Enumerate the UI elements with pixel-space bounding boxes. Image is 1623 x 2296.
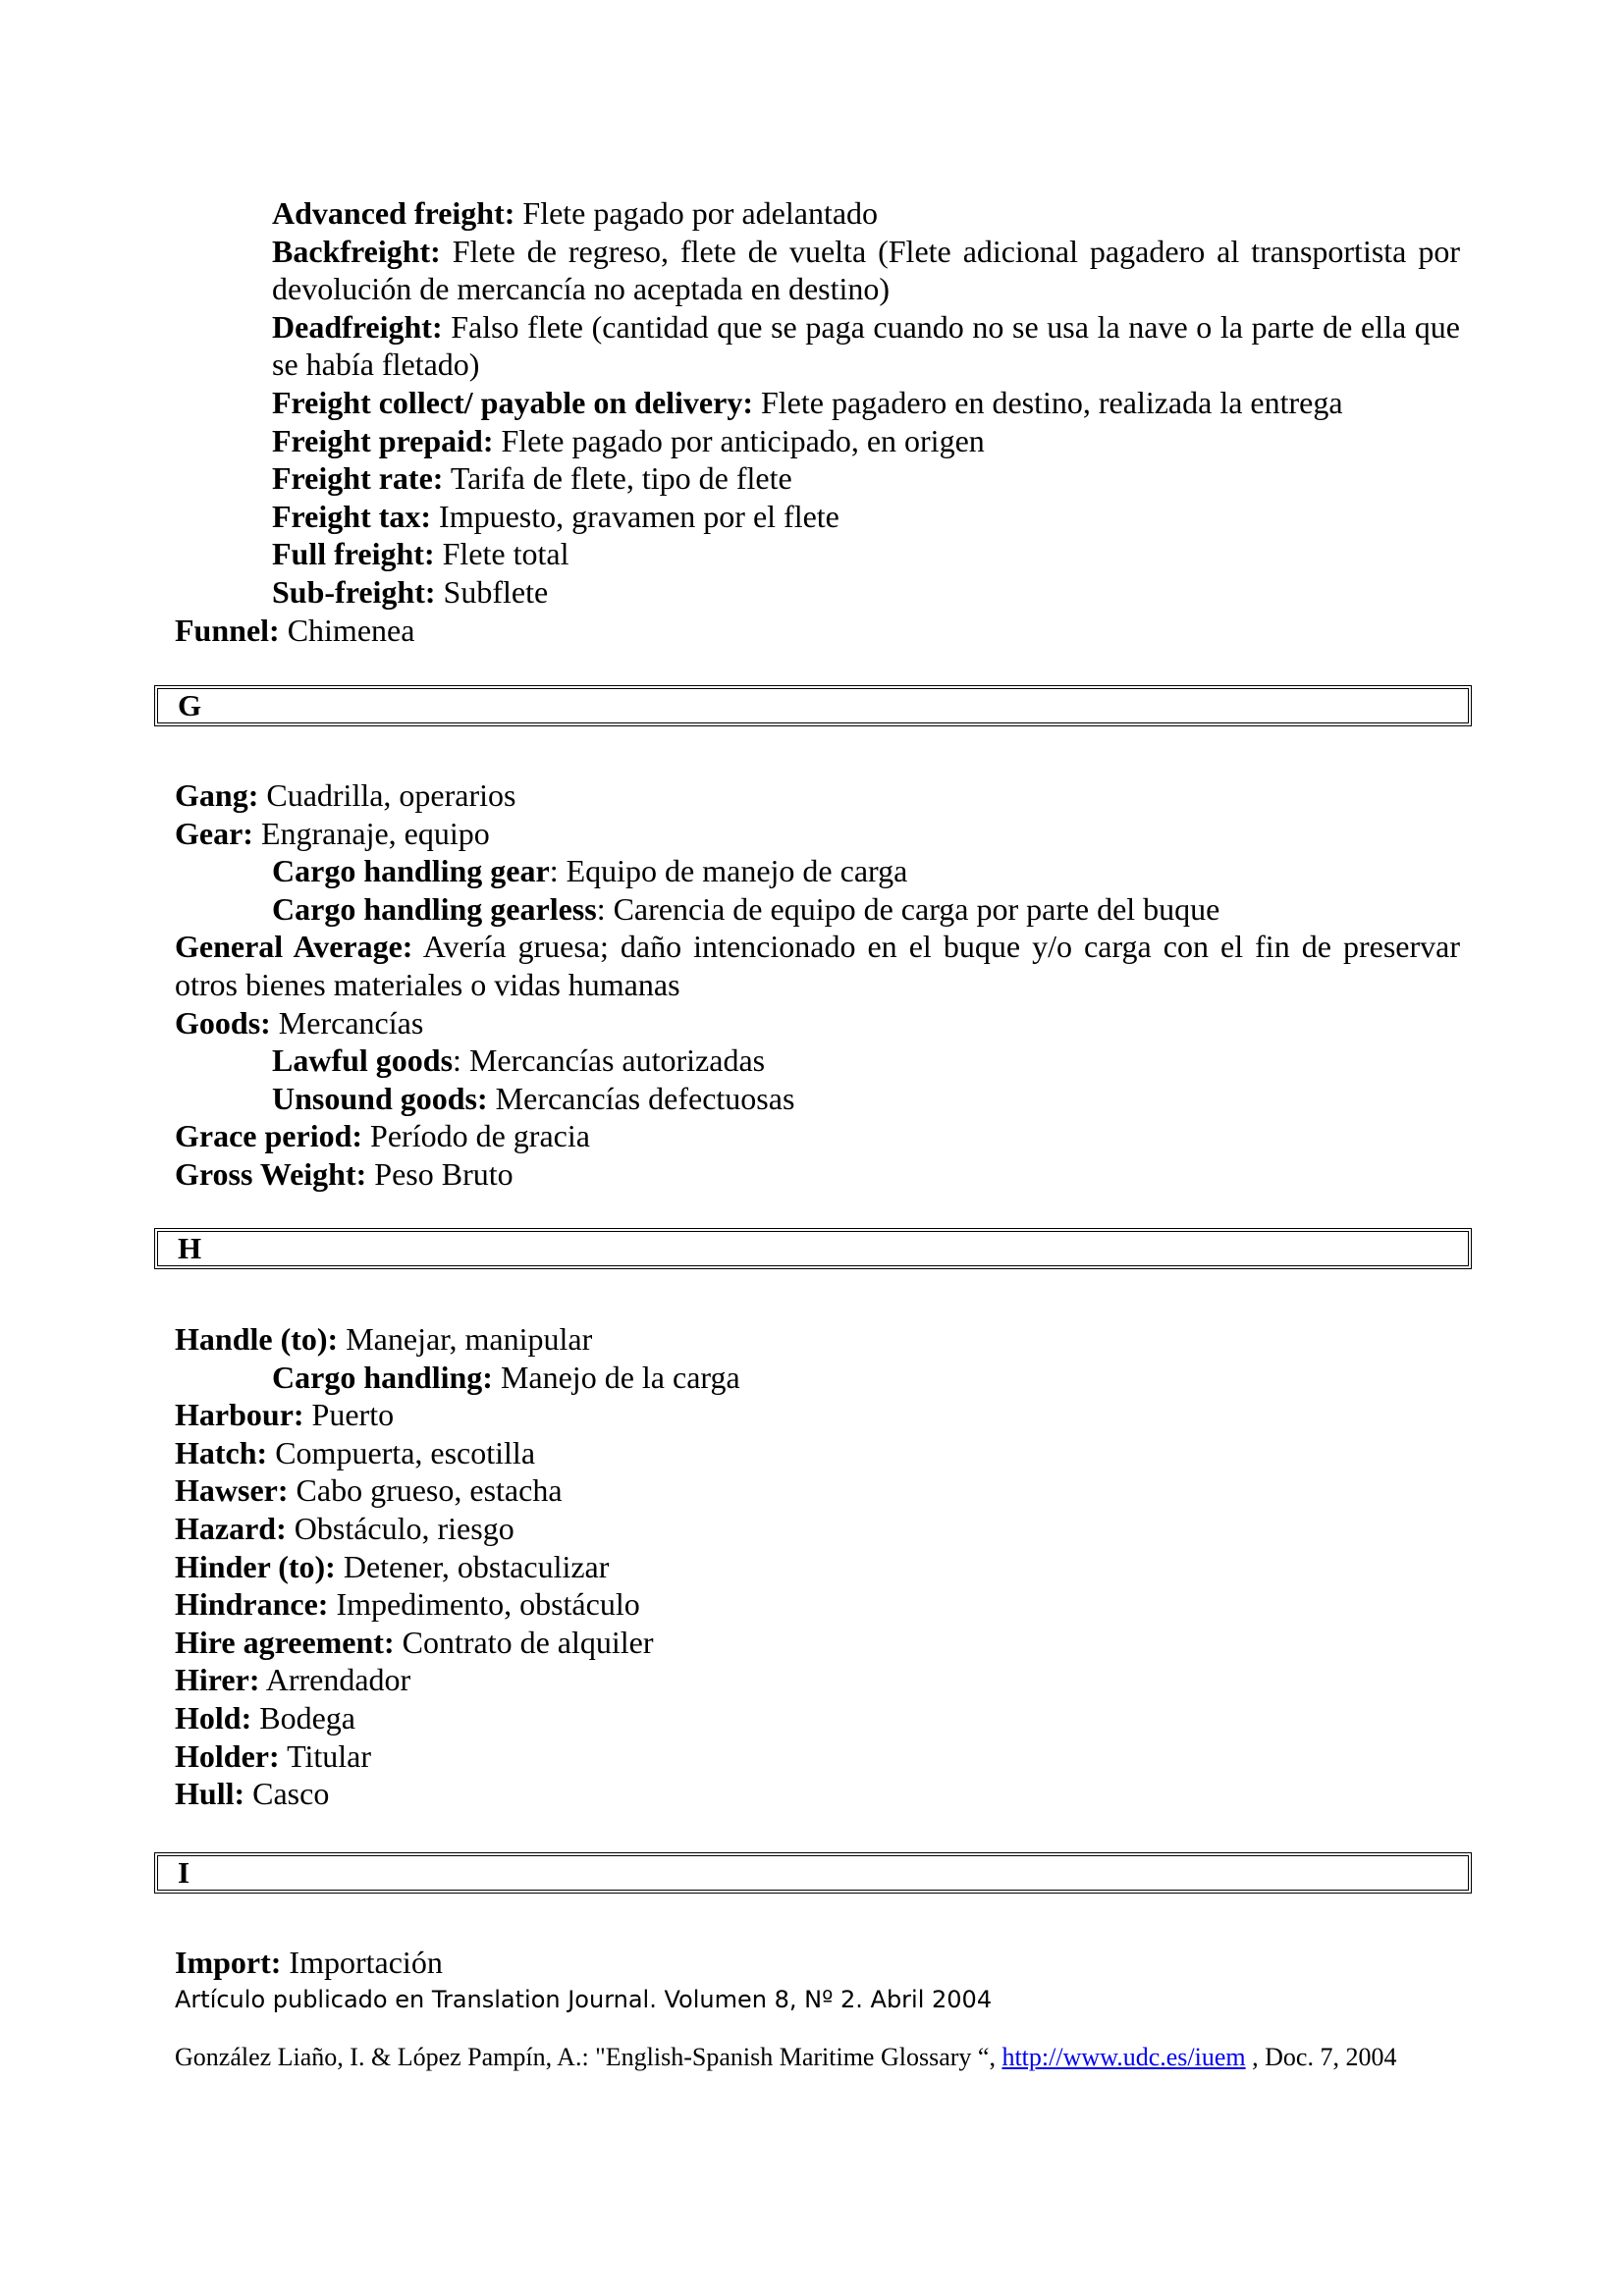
glossary-term: Freight tax: [272, 498, 432, 534]
citation-authors: González Liaño, I. & López Pampín, A.: "English-Spanish Maritime Glossary “, [175, 2043, 1002, 2071]
glossary-term: Hatch: [175, 1434, 268, 1470]
glossary-definition: Manejar, manipular [338, 1321, 593, 1357]
glossary-term: Lawful goods [272, 1042, 454, 1079]
glossary-definition: Período de gracia [362, 1118, 590, 1154]
glossary-term: Hawser: [175, 1472, 289, 1509]
glossary-term: Hirer: [175, 1662, 260, 1698]
glossary-term: Import: [175, 1945, 282, 1980]
glossary-term: Cargo handling: [272, 1359, 493, 1395]
glossary-definition: Detener, obstaculizar [335, 1548, 610, 1584]
section-letter-g: G [178, 688, 202, 722]
glossary-entry [175, 1434, 1460, 1472]
section-header-i [154, 1852, 1472, 1894]
glossary-term: Handle (to): [175, 1321, 339, 1357]
glossary-term: Hindrance: [175, 1586, 329, 1623]
glossary-block-i [175, 1944, 1460, 1982]
glossary-term: Hire agreement: [175, 1624, 395, 1660]
publication-note: Artículo publicado en Translation Journal. Volumen 8, Nº 2. Abril 2004 [175, 1986, 993, 2013]
glossary-subentry [175, 890, 1460, 929]
section-letter-i: I [178, 1855, 190, 1890]
glossary-entry [175, 1004, 1460, 1042]
glossary-entry [175, 612, 1460, 650]
glossary-definition: Puerto [303, 1397, 395, 1433]
glossary-subentry [175, 852, 1460, 890]
glossary-entry [175, 1944, 1460, 1982]
glossary-block-f-continued [175, 194, 1460, 649]
glossary-term: General Average: [175, 929, 413, 965]
glossary-definition: : Equipo de manejo de carga [549, 853, 908, 889]
glossary-subentry [175, 384, 1460, 422]
glossary-definition: Subflete [435, 573, 549, 610]
glossary-definition: Casco [244, 1776, 330, 1812]
glossary-subentry [175, 233, 1460, 308]
glossary-entry [175, 1585, 1460, 1624]
glossary-entry [175, 1548, 1460, 1586]
citation-link[interactable]: http://www.udc.es/iuem [1001, 2043, 1246, 2071]
glossary-entry [175, 928, 1460, 1003]
glossary-definition: Contrato de alquiler [394, 1624, 654, 1660]
glossary-entry [175, 1699, 1460, 1737]
glossary-block-g [175, 776, 1460, 1194]
glossary-term: Hull: [175, 1776, 245, 1812]
glossary-definition: Avería gruesa; daño intencionado en el buque y/o carga con el fin de preservar otros bienes materiales o vidas humanas [175, 929, 1461, 1002]
glossary-definition: Compuerta, escotilla [267, 1434, 536, 1470]
glossary-term: Gang: [175, 777, 259, 813]
glossary-subentry [175, 422, 1460, 460]
glossary-term: Funnel: [175, 612, 280, 648]
glossary-subentry [175, 1359, 1460, 1397]
section-letter-h: H [178, 1231, 202, 1265]
glossary-block-h [175, 1320, 1460, 1813]
glossary-term: Gross Weight: [175, 1155, 367, 1192]
glossary-definition: Titular [279, 1737, 372, 1774]
glossary-term: Cargo handling gearless [272, 890, 597, 927]
glossary-definition: Obstáculo, riesgo [286, 1510, 514, 1546]
glossary-subentry [175, 1041, 1460, 1080]
glossary-definition: Manejo de la carga [492, 1359, 740, 1395]
glossary-term: Freight rate: [272, 460, 444, 497]
glossary-entry [175, 1624, 1460, 1662]
glossary-term: Deadfreight: [272, 308, 443, 345]
glossary-subentry [175, 498, 1460, 536]
glossary-entry [175, 1320, 1460, 1359]
glossary-definition: Tarifa de flete, tipo de flete [443, 460, 792, 497]
glossary-entry [175, 1775, 1460, 1813]
glossary-term: Unsound goods: [272, 1080, 488, 1116]
glossary-term: Hold: [175, 1699, 252, 1735]
glossary-term: Backfreight: [272, 233, 441, 269]
glossary-definition: Cabo grueso, estacha [288, 1472, 563, 1509]
glossary-term: Holder: [175, 1737, 280, 1774]
glossary-term: Harbour: [175, 1397, 304, 1433]
glossary-definition: Impuesto, gravamen por el flete [431, 498, 839, 534]
glossary-term: Hazard: [175, 1510, 287, 1546]
glossary-definition: Arrendador [259, 1662, 411, 1698]
glossary-definition: Cuadrilla, operarios [258, 777, 516, 813]
glossary-subentry [175, 308, 1460, 384]
glossary-entry [175, 776, 1460, 815]
glossary-entry [175, 1396, 1460, 1434]
glossary-subentry [175, 573, 1460, 612]
glossary-definition: Chimenea [279, 612, 415, 648]
glossary-term: Gear: [175, 815, 253, 851]
glossary-definition: Flete de regreso, flete de vuelta (Flete adicional pagadero al transportista por devolución de mercancía no aceptada en destino) [272, 233, 1460, 307]
glossary-term: Goods: [175, 1004, 271, 1041]
glossary-term: Full freight: [272, 536, 435, 572]
glossary-entry [175, 815, 1460, 853]
glossary-definition: Peso Bruto [366, 1155, 514, 1192]
glossary-entry [175, 1117, 1460, 1155]
glossary-subentry [175, 194, 1460, 233]
glossary-entry [175, 1155, 1460, 1194]
glossary-definition: Falso flete (cantidad que se paga cuando no se usa la nave o la parte de ella que se había fletado) [272, 308, 1460, 383]
citation [175, 2042, 1460, 2073]
glossary-entry [175, 1510, 1460, 1548]
glossary-entry [175, 1661, 1460, 1699]
glossary-definition: : Carencia de equipo de carga por parte del buque [596, 890, 1220, 927]
glossary-definition: Flete pagadero en destino, realizada la entrega [752, 384, 1343, 420]
glossary-entry [175, 1471, 1460, 1510]
section-header-g [154, 685, 1472, 726]
glossary-definition: Engranaje, equipo [252, 815, 490, 851]
glossary-subentry [175, 459, 1460, 498]
glossary-term: Cargo handling gear [272, 853, 550, 889]
glossary-term: Freight prepaid: [272, 422, 494, 458]
glossary-term: Freight collect/ payable on delivery: [272, 384, 753, 420]
glossary-subentry [175, 1080, 1460, 1118]
glossary-term: Advanced freight: [272, 195, 515, 231]
glossary-definition: Importación [281, 1945, 443, 1980]
glossary-subentry [175, 535, 1460, 573]
glossary-term: Sub-freight: [272, 573, 436, 610]
glossary-definition: Mercancías defectuosas [487, 1080, 795, 1116]
glossary-definition: Mercancías [270, 1004, 424, 1041]
glossary-definition: Flete pagado por adelantado [514, 195, 879, 231]
section-header-h [154, 1228, 1472, 1269]
glossary-definition: Impedimento, obstáculo [328, 1586, 640, 1623]
glossary-term: Grace period: [175, 1118, 363, 1154]
glossary-definition: Bodega [251, 1699, 355, 1735]
glossary-term: Hinder (to): [175, 1548, 336, 1584]
glossary-definition: Flete total [434, 536, 569, 572]
citation-doc: , Doc. 7, 2004 [1245, 2043, 1397, 2071]
glossary-definition: Flete pagado por anticipado, en origen [493, 422, 985, 458]
glossary-entry [175, 1737, 1460, 1776]
glossary-definition: : Mercancías autorizadas [453, 1042, 766, 1079]
